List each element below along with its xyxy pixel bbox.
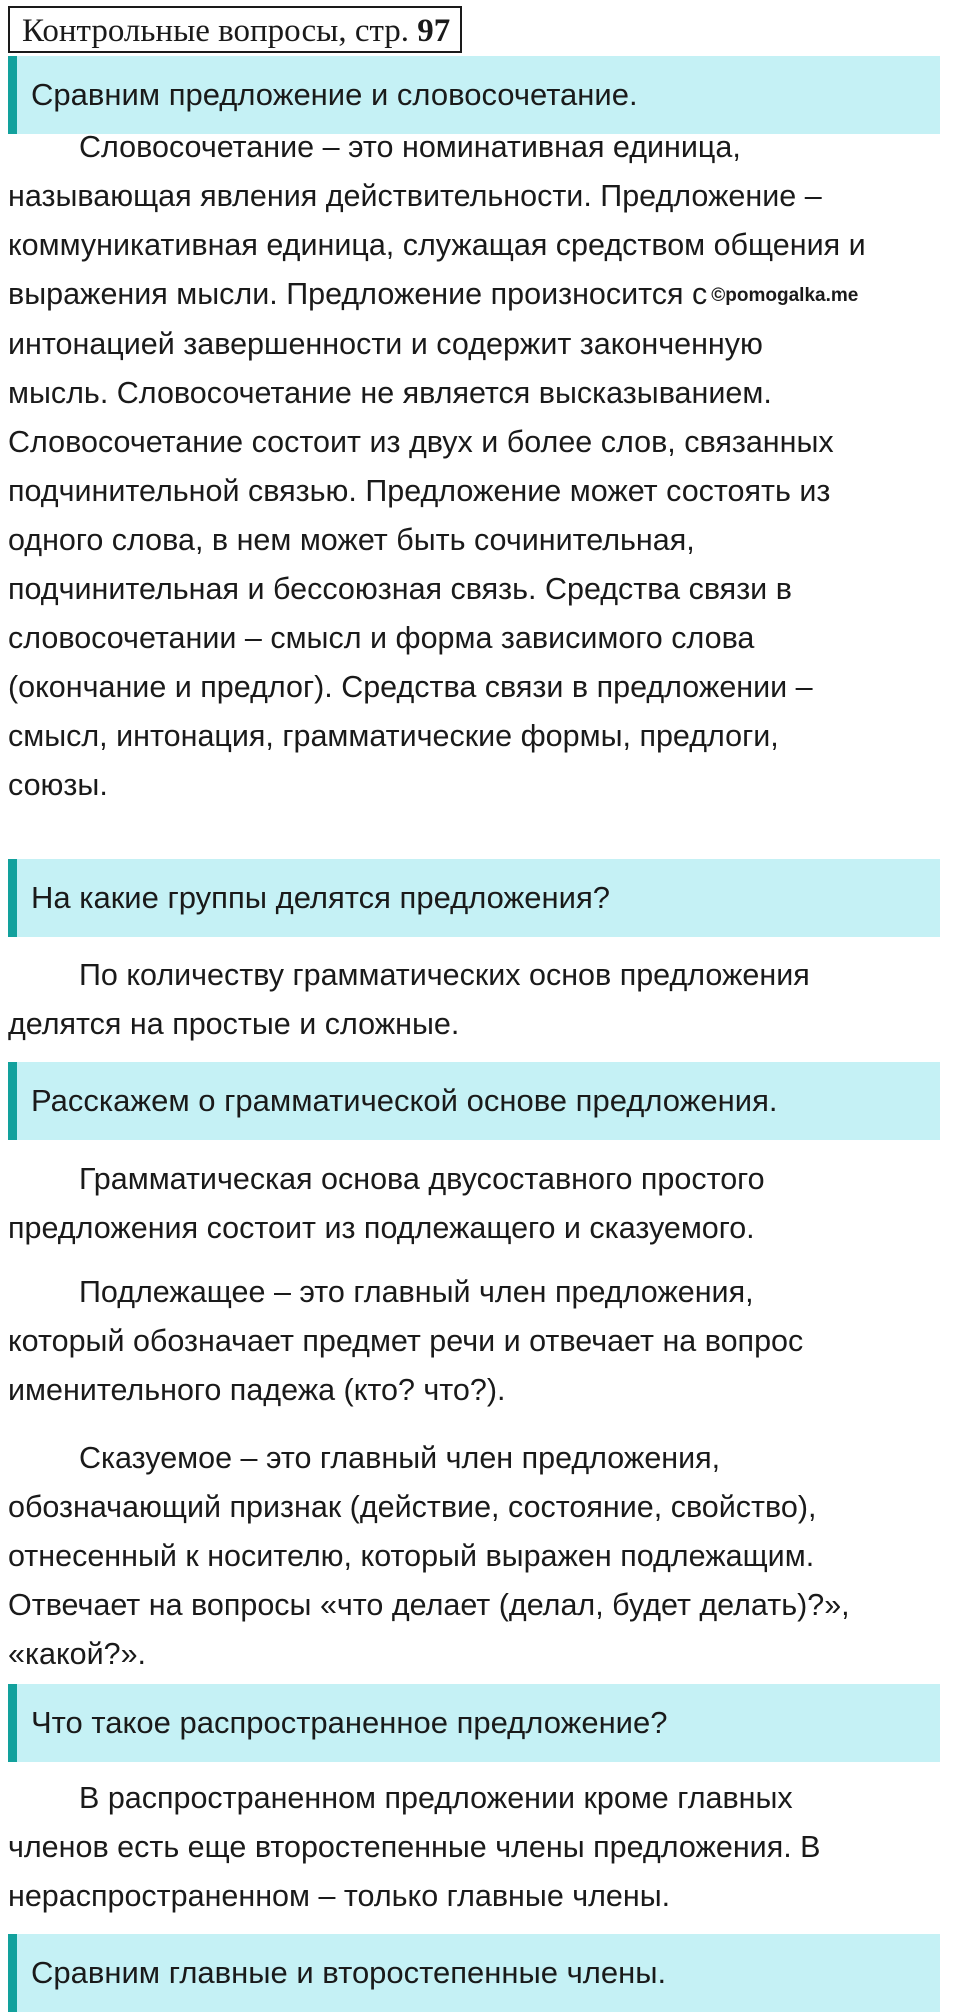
question-text-3: Расскажем о грамматической основе предложения. — [31, 1083, 778, 1118]
answer-line: который обозначает предмет речи и отвечает на вопрос — [8, 1324, 804, 1358]
answer-line: называющая явления действительности. Предложение – — [8, 179, 822, 213]
page-title-text: Контрольные вопросы, стр. — [22, 13, 410, 49]
answer-line: отнесенный к носителю, который выражен подлежащим. — [8, 1539, 815, 1573]
answer-line: подчинительной связью. Предложение может состоять из — [8, 474, 831, 508]
answer-line: предложения состоит из подлежащего и сказуемого. — [8, 1211, 755, 1245]
answer-paragraph-3 — [8, 1155, 953, 1253]
answer-line: именительного падежа (кто? что?). — [8, 1373, 506, 1407]
answer-line: обозначающий признак (действие, состояние, свойство), — [8, 1490, 817, 1524]
answer-line: Словосочетание – это номинативная единица, — [79, 130, 741, 164]
answer-paragraph-6 — [8, 1774, 953, 1921]
answer-line: интонацией завершенности и содержит законченную — [8, 327, 763, 361]
answer-line: союзы. — [8, 768, 108, 802]
question-text-2: На какие группы делятся предложения? — [31, 880, 610, 915]
answer-line-with-watermark — [8, 270, 953, 320]
answer-paragraph-1 — [8, 123, 953, 810]
answer-line: делятся на простые и сложные. — [8, 1007, 460, 1041]
question-text-1: Сравним предложение и словосочетание. — [31, 77, 638, 112]
question-text-5: Сравним главные и второстепенные члены. — [31, 1955, 667, 1990]
answer-paragraph-2 — [8, 951, 953, 1049]
answer-line: Подлежащее – это главный член предложения, — [79, 1275, 754, 1309]
answer-line: подчинительная и бессоюзная связь. Средства связи в — [8, 572, 792, 606]
answer-paragraph-4 — [8, 1268, 953, 1415]
answer-line: В распространенном предложении кроме главных — [79, 1781, 793, 1815]
watermark: ©pomogalka.me — [711, 285, 859, 306]
question-text-4: Что такое распространенное предложение? — [31, 1705, 668, 1740]
page-title — [8, 6, 462, 53]
answer-line: мысль. Словосочетание не является высказыванием. — [8, 376, 772, 410]
page-number: 97 — [417, 13, 451, 49]
question-banner-3 — [8, 1062, 940, 1140]
question-banner-2 — [8, 859, 940, 937]
answer-line: одного слова, в нем может быть сочинительная, — [8, 523, 695, 557]
question-banner-5 — [8, 1934, 940, 2012]
answer-line: Отвечает на вопросы «что делает (делал, будет делать)?», — [8, 1588, 850, 1622]
answer-line: словосочетании – смысл и форма зависимого слова — [8, 621, 755, 655]
answer-line: выражения мысли. Предложение произносится с — [8, 277, 708, 311]
answer-line: членов есть еще второстепенные члены предложения. В — [8, 1830, 821, 1864]
answer-line: Словосочетание состоит из двух и более слов, связанных — [8, 425, 834, 459]
answer-line: нераспространенном – только главные члены. — [8, 1879, 671, 1913]
answer-line: «какой?». — [8, 1637, 147, 1671]
answer-line: (окончание и предлог). Средства связи в предложении – — [8, 670, 813, 704]
answer-line: Грамматическая основа двусоставного простого — [79, 1162, 765, 1196]
answer-line: смысл, интонация, грамматические формы, предлоги, — [8, 719, 779, 753]
question-banner-4 — [8, 1684, 940, 1762]
answer-paragraph-5 — [8, 1434, 953, 1679]
answer-line: По количеству грамматических основ предложения — [79, 958, 810, 992]
answer-line: коммуникативная единица, служащая средством общения и — [8, 228, 866, 262]
answer-line: Сказуемое – это главный член предложения, — [79, 1441, 721, 1475]
